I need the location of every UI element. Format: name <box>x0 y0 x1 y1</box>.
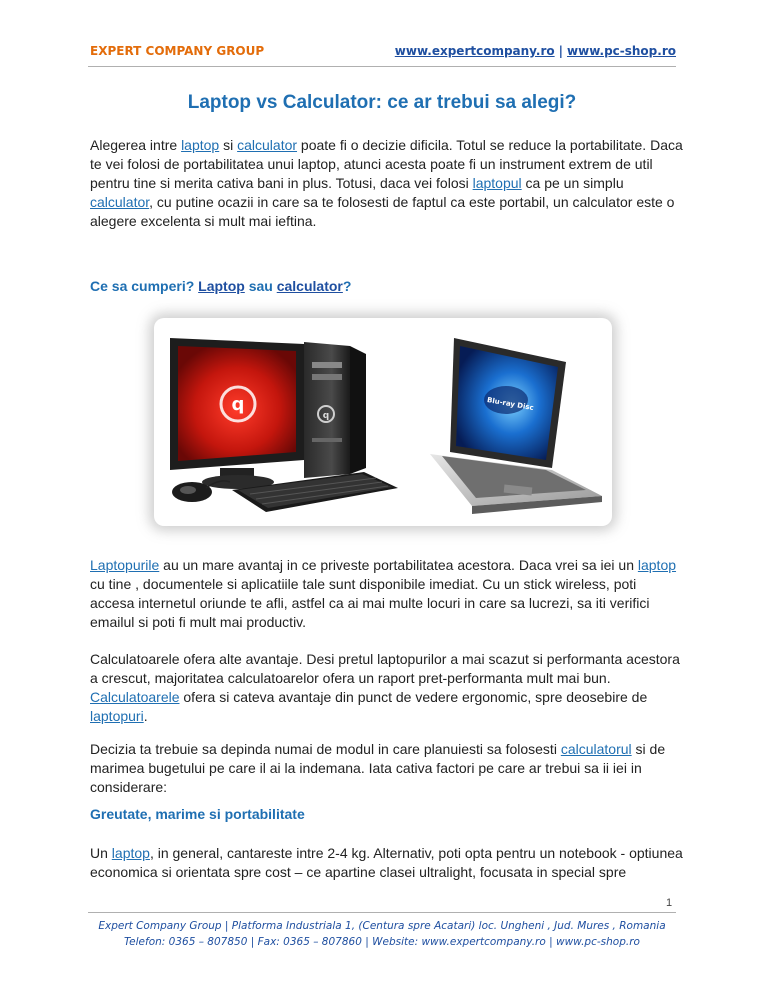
header-company-name: EXPERT COMPANY GROUP <box>90 44 265 58</box>
header-link-pcshop[interactable]: www.pc-shop.ro <box>567 44 676 58</box>
link-laptop-2[interactable]: laptop <box>637 557 677 573</box>
link-calculator[interactable]: calculator <box>237 137 298 153</box>
laptop-screen-text: Blu-ray Disc <box>486 395 535 413</box>
header-websites <box>395 44 676 58</box>
paragraph-laptop-advantages: Laptopurile au un mare avantaj in ce priveste portabilitatea acestora. Daca vrei sa iei un laptop cu tine , documentele si aplicatiile tale sunt disponibile imediat. Cu un stick wireless, poti accesa internetul oriunde te afli, astfel ca ai mai multe locuri in care sa lucrezi, sa iti verifici emailul si poti fi mult mai productiv. <box>90 557 677 630</box>
paragraph-decision: Decizia ta trebuie sa depinda numai de modul in care planuiesti sa folosesti calculatorul si de marimea bugetului pe care il ai la indemana. Iata cativa factori pe care ar trebui sa ii iei in considerare: <box>90 741 666 795</box>
page-title: Laptop vs Calculator: ce ar trebui sa alegi? <box>187 92 577 113</box>
link-calculatoarele[interactable]: Calculatoarele <box>90 689 180 705</box>
page-footer <box>88 918 676 950</box>
link-laptop-3[interactable]: laptop <box>111 845 150 861</box>
footer-address: Expert Company Group | Platforma Industriala 1, (Centura spre Acatari) loc. Ungheni , Jud. Mures , Romania <box>98 920 666 932</box>
link-laptop[interactable]: laptop <box>181 137 220 153</box>
link-laptopul[interactable]: laptopul <box>472 175 522 191</box>
header-link-expertcompany[interactable]: www.expertcompany.ro <box>394 44 555 58</box>
desktop-tower <box>304 342 366 478</box>
link-calculatorul[interactable]: calculatorul <box>560 741 632 757</box>
paragraph-weight: Un laptop, in general, cantareste intre 2-4 kg. Alternativ, poti opta pentru un notebook - optiunea economica si orientata spre cost – ce apartine clasei ultralight, focusata in special spre <box>90 845 683 880</box>
footer-link-pcshop[interactable]: www.pc-shop.ro <box>556 936 640 948</box>
link-heading-laptop[interactable]: Laptop <box>198 278 245 294</box>
link-calculator-2[interactable]: calculator <box>90 194 150 210</box>
footer-contact: Telefon: 0365 – 807850 | Fax: 0365 – 807860 | Website: www.expertcompany.ro | www.pc-shop.ro <box>124 936 640 948</box>
monitor-logo: q <box>231 394 245 415</box>
link-laptopurile[interactable]: Laptopurile <box>90 557 160 573</box>
header-separator: | <box>558 44 564 58</box>
link-heading-calculator[interactable]: calculator <box>276 278 343 294</box>
section-heading-ce-sa-cumperi: Ce sa cumperi? Laptop sau calculator? <box>90 278 352 294</box>
intro-paragraph: Alegerea intre laptop si calculator poate fi o decizie dificila. Totul se reduce la portabilitate. Daca te vei folosi de portabilitatea unui laptop, atunci acesta poate fi un instrument extrem de util pentru tine si merita cativa bani in plus. Totusi, daca vei folosi laptopul ca pe un simplu calculator, cu putine ocazii in care sa te folosesti de faptul ca este portabil, un calculator este o alegere excelenta si mult mai ieftina. <box>90 137 683 229</box>
header-divider <box>88 66 676 67</box>
link-laptopuri[interactable]: laptopuri <box>90 708 144 724</box>
footer-divider <box>88 912 676 913</box>
section-heading-greutate: Greutate, marime si portabilitate <box>90 806 305 822</box>
page-number: 1 <box>666 897 673 909</box>
paragraph-desktop-advantages: Calculatoarele ofera alte avantaje. Desi pretul laptopurilor a mai scazut si performanta acestora a crescut, majoritatea calculatoarelor ofera un raport pret-performanta mult mai bun. Calculatoarele ofera si cateva avantaje din punct de vedere ergonomic, spre deosebire de laptopuri. <box>90 651 680 724</box>
tower-logo: q <box>322 411 330 421</box>
desktop-and-laptop-image <box>154 318 612 526</box>
product-image-frame <box>154 318 612 526</box>
desktop-monitor <box>170 338 304 489</box>
page-header <box>90 44 676 68</box>
laptop <box>430 338 602 514</box>
footer-link-expertcompany[interactable]: www.expertcompany.ro <box>421 936 546 948</box>
